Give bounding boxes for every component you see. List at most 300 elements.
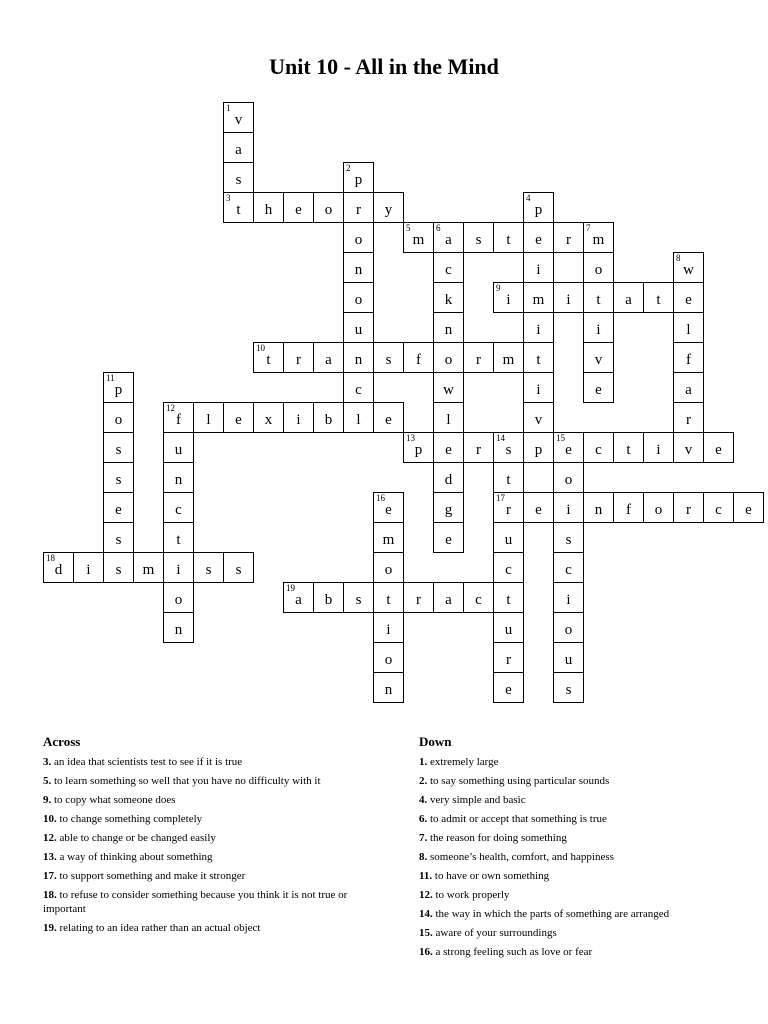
cell-letter: e bbox=[535, 502, 542, 518]
down-clue bbox=[419, 945, 739, 959]
cell-letter: p bbox=[414, 442, 423, 458]
crossword-cell[interactable] bbox=[493, 282, 524, 313]
clue-number: 9 bbox=[496, 283, 501, 293]
crossword-cell[interactable] bbox=[373, 192, 404, 223]
clue-text: to have or own something bbox=[434, 870, 550, 882]
crossword-cell[interactable] bbox=[493, 612, 524, 643]
cell-letter: i bbox=[596, 322, 601, 338]
crossword-cell[interactable] bbox=[433, 582, 464, 613]
cell-letter: n bbox=[384, 682, 393, 698]
cell-letter: r bbox=[476, 352, 481, 368]
cell-letter: t bbox=[266, 352, 271, 368]
crossword-cell[interactable] bbox=[493, 432, 524, 463]
crossword-cell[interactable] bbox=[553, 612, 584, 643]
cell-letter: o bbox=[174, 592, 183, 608]
crossword-cell[interactable] bbox=[103, 462, 134, 493]
down-clue bbox=[419, 869, 739, 883]
crossword-cell[interactable] bbox=[223, 552, 254, 583]
across-clue bbox=[43, 774, 363, 788]
clue-num: 12. bbox=[419, 889, 433, 901]
crossword-cell[interactable] bbox=[343, 342, 374, 373]
crossword-cell[interactable] bbox=[673, 342, 704, 373]
crossword-cell[interactable] bbox=[343, 282, 374, 313]
cell-letter: c bbox=[445, 262, 452, 278]
crossword-cell[interactable] bbox=[283, 342, 314, 373]
cell-letter: v bbox=[234, 112, 243, 128]
cell-letter: o bbox=[384, 562, 393, 578]
clue-num: 19. bbox=[43, 922, 57, 934]
cell-letter: o bbox=[354, 292, 363, 308]
crossword-cell[interactable] bbox=[673, 282, 704, 313]
cell-letter: t bbox=[236, 202, 241, 218]
cell-letter: n bbox=[354, 352, 363, 368]
cell-letter: o bbox=[564, 622, 573, 638]
crossword-cell[interactable] bbox=[223, 162, 254, 193]
clue-number: 15 bbox=[556, 433, 565, 443]
cell-letter: m bbox=[502, 352, 515, 368]
cell-letter: o bbox=[654, 502, 663, 518]
crossword-cell[interactable] bbox=[373, 522, 404, 553]
crossword-cell[interactable] bbox=[583, 282, 614, 313]
crossword-cell[interactable] bbox=[523, 402, 554, 433]
cell-letter: c bbox=[595, 442, 602, 458]
cell-letter: r bbox=[476, 442, 481, 458]
clue-number: 10 bbox=[256, 343, 265, 353]
crossword-cell[interactable] bbox=[163, 552, 194, 583]
crossword-cell[interactable] bbox=[433, 282, 464, 313]
cell-letter: e bbox=[295, 202, 302, 218]
crossword-cell[interactable] bbox=[553, 522, 584, 553]
cell-letter: c bbox=[505, 562, 512, 578]
crossword-cell[interactable] bbox=[193, 552, 224, 583]
crossword-cell[interactable] bbox=[343, 252, 374, 283]
crossword-cell[interactable] bbox=[553, 492, 584, 523]
crossword-cell[interactable] bbox=[553, 552, 584, 583]
crossword-cell[interactable] bbox=[373, 582, 404, 613]
cell-letter: h bbox=[264, 202, 273, 218]
crossword-cell[interactable] bbox=[253, 192, 284, 223]
crossword-cell[interactable] bbox=[493, 642, 524, 673]
crossword-cell[interactable] bbox=[373, 552, 404, 583]
crossword-cell[interactable] bbox=[433, 342, 464, 373]
down-clue bbox=[419, 831, 739, 845]
crossword-cell[interactable] bbox=[163, 522, 194, 553]
crossword-cell[interactable] bbox=[553, 282, 584, 313]
cell-letter: v bbox=[684, 442, 693, 458]
clue-num: 18. bbox=[43, 889, 57, 901]
cell-letter: c bbox=[565, 562, 572, 578]
crossword-cell[interactable] bbox=[283, 402, 314, 433]
crossword-cell[interactable] bbox=[373, 612, 404, 643]
crossword-cell[interactable] bbox=[673, 372, 704, 403]
clue-number: 16 bbox=[376, 493, 385, 503]
crossword-cell[interactable] bbox=[403, 342, 434, 373]
cell-letter: c bbox=[475, 592, 482, 608]
crossword-cell[interactable] bbox=[703, 432, 734, 463]
cell-letter: p bbox=[114, 382, 123, 398]
clue-text: very simple and basic bbox=[430, 794, 526, 806]
crossword-cell[interactable] bbox=[433, 372, 464, 403]
cell-letter: v bbox=[594, 352, 603, 368]
crossword-cell[interactable] bbox=[433, 462, 464, 493]
cell-letter: e bbox=[505, 682, 512, 698]
cell-letter: b bbox=[324, 412, 333, 428]
crossword-cell[interactable] bbox=[493, 492, 524, 523]
crossword-cell[interactable] bbox=[433, 492, 464, 523]
clue-num: 13. bbox=[43, 851, 57, 863]
cell-letter: i bbox=[656, 442, 661, 458]
cell-letter: i bbox=[296, 412, 301, 428]
cell-letter: t bbox=[596, 292, 601, 308]
clue-number: 17 bbox=[496, 493, 505, 503]
crossword-cell[interactable] bbox=[583, 222, 614, 253]
crossword-cell[interactable] bbox=[583, 372, 614, 403]
cell-letter: e bbox=[535, 232, 542, 248]
clue-text: able to change or be changed easily bbox=[59, 832, 216, 844]
cell-letter: p bbox=[534, 202, 543, 218]
clue-number: 14 bbox=[496, 433, 505, 443]
cell-letter: a bbox=[625, 292, 632, 308]
cell-letter: p bbox=[354, 172, 363, 188]
crossword-cell[interactable] bbox=[553, 432, 584, 463]
crossword-cell[interactable] bbox=[223, 192, 254, 223]
clue-number: 7 bbox=[586, 223, 591, 233]
crossword-cell[interactable] bbox=[433, 522, 464, 553]
crossword-cell[interactable] bbox=[553, 222, 584, 253]
clue-text: to refuse to consider something because you think it is not true or important bbox=[43, 889, 348, 915]
cell-letter: t bbox=[386, 592, 391, 608]
down-clue bbox=[419, 793, 739, 807]
crossword-cell[interactable] bbox=[403, 222, 434, 253]
clue-text: an idea that scientists test to see if it is true bbox=[54, 756, 243, 768]
clue-number: 2 bbox=[346, 163, 351, 173]
clue-num: 12. bbox=[43, 832, 57, 844]
crossword-cell[interactable] bbox=[373, 342, 404, 373]
cell-letter: u bbox=[564, 652, 573, 668]
crossword-cell[interactable] bbox=[613, 432, 644, 463]
cell-letter: s bbox=[235, 172, 242, 188]
cell-letter: o bbox=[384, 652, 393, 668]
crossword-cell[interactable] bbox=[103, 522, 134, 553]
crossword-cell[interactable] bbox=[643, 492, 674, 523]
crossword-cell[interactable] bbox=[643, 282, 674, 313]
crossword-cell[interactable] bbox=[523, 342, 554, 373]
crossword-cell[interactable] bbox=[343, 222, 374, 253]
crossword-cell[interactable] bbox=[583, 342, 614, 373]
cell-letter: i bbox=[536, 322, 541, 338]
cell-letter: f bbox=[176, 412, 181, 428]
down-heading: Down bbox=[419, 734, 452, 749]
cell-letter: s bbox=[115, 472, 122, 488]
down-clue-list bbox=[419, 755, 739, 959]
crossword-cell[interactable] bbox=[103, 402, 134, 433]
crossword-cell[interactable] bbox=[583, 252, 614, 283]
crossword-cell[interactable] bbox=[433, 312, 464, 343]
cell-letter: e bbox=[385, 502, 392, 518]
cell-letter: e bbox=[715, 442, 722, 458]
cell-letter: a bbox=[685, 382, 692, 398]
cell-letter: l bbox=[686, 322, 691, 338]
cell-letter: i bbox=[536, 382, 541, 398]
crossword-cell[interactable] bbox=[463, 432, 494, 463]
crossword-cell[interactable] bbox=[493, 222, 524, 253]
down-clue bbox=[419, 774, 739, 788]
cell-letter: n bbox=[174, 472, 183, 488]
page-title: Unit 10 - All in the Mind bbox=[269, 54, 499, 79]
crossword-cell[interactable] bbox=[493, 582, 524, 613]
crossword-cell[interactable] bbox=[523, 192, 554, 223]
clue-num: 5. bbox=[43, 775, 52, 787]
cell-letter: u bbox=[354, 322, 363, 338]
crossword-cell[interactable] bbox=[163, 462, 194, 493]
clue-text: the way in which the parts of something are arranged bbox=[435, 908, 670, 920]
clue-text: extremely large bbox=[430, 756, 499, 768]
clue-num: 7. bbox=[419, 832, 428, 844]
crossword-cell[interactable] bbox=[283, 582, 314, 613]
crossword-cell[interactable] bbox=[553, 642, 584, 673]
cell-letter: t bbox=[506, 232, 511, 248]
cell-letter: d bbox=[54, 562, 63, 578]
crossword-cell[interactable] bbox=[223, 102, 254, 133]
crossword-cell[interactable] bbox=[73, 552, 104, 583]
crossword-cell[interactable] bbox=[673, 312, 704, 343]
across-clue bbox=[43, 869, 363, 883]
cell-letter: l bbox=[206, 412, 211, 428]
cell-letter: i bbox=[86, 562, 91, 578]
crossword-cell[interactable] bbox=[313, 402, 344, 433]
crossword-cell[interactable] bbox=[283, 192, 314, 223]
down-clue bbox=[419, 755, 739, 769]
cell-letter: e bbox=[115, 502, 122, 518]
crossword-cell[interactable] bbox=[373, 492, 404, 523]
crossword-cell[interactable] bbox=[103, 552, 134, 583]
clue-num: 17. bbox=[43, 870, 57, 882]
cell-letter: s bbox=[115, 442, 122, 458]
cell-letter: t bbox=[626, 442, 631, 458]
crossword-cell[interactable] bbox=[493, 672, 524, 703]
crossword-cell[interactable] bbox=[343, 582, 374, 613]
clue-text: a strong feeling such as love or fear bbox=[435, 946, 593, 958]
crossword-cell[interactable] bbox=[733, 492, 764, 523]
cell-letter: i bbox=[566, 592, 571, 608]
down-clues bbox=[419, 735, 739, 964]
crossword-cell[interactable] bbox=[553, 462, 584, 493]
cell-letter: r bbox=[686, 502, 691, 518]
crossword-cell[interactable] bbox=[523, 432, 554, 463]
cell-letter: m bbox=[592, 232, 605, 248]
crossword-cell[interactable] bbox=[163, 402, 194, 433]
clue-num: 4. bbox=[419, 794, 428, 806]
crossword-cell[interactable] bbox=[703, 492, 734, 523]
cell-letter: t bbox=[176, 532, 181, 548]
across-clue bbox=[43, 888, 363, 916]
clue-number: 18 bbox=[46, 553, 55, 563]
crossword-cell[interactable] bbox=[433, 432, 464, 463]
cell-letter: u bbox=[504, 622, 513, 638]
clue-number: 3 bbox=[226, 193, 231, 203]
crossword-cell[interactable] bbox=[343, 192, 374, 223]
cell-letter: e bbox=[235, 412, 242, 428]
clue-number: 19 bbox=[286, 583, 295, 593]
crossword-cell[interactable] bbox=[43, 552, 74, 583]
clue-number: 4 bbox=[526, 193, 531, 203]
crossword-cell[interactable] bbox=[403, 582, 434, 613]
cell-letter: l bbox=[356, 412, 361, 428]
crossword-cell[interactable] bbox=[133, 552, 164, 583]
cell-letter: u bbox=[174, 442, 183, 458]
clue-text: to learn something so well that you have no difficulty with it bbox=[54, 775, 321, 787]
cell-letter: d bbox=[444, 472, 453, 488]
cell-letter: y bbox=[384, 202, 393, 218]
cell-letter: s bbox=[475, 232, 482, 248]
cell-letter: n bbox=[594, 502, 603, 518]
crossword-cell[interactable] bbox=[313, 342, 344, 373]
crossword-cell[interactable] bbox=[553, 582, 584, 613]
cell-letter: g bbox=[444, 502, 453, 518]
crossword-cell[interactable] bbox=[613, 492, 644, 523]
cell-letter: u bbox=[504, 532, 513, 548]
clue-number: 5 bbox=[406, 223, 411, 233]
clue-text: to change something completely bbox=[59, 813, 203, 825]
crossword-cell[interactable] bbox=[403, 432, 434, 463]
cell-letter: o bbox=[324, 202, 333, 218]
cell-letter: w bbox=[683, 262, 694, 278]
cell-letter: t bbox=[536, 352, 541, 368]
crossword-cell[interactable] bbox=[343, 312, 374, 343]
crossword-cell[interactable] bbox=[103, 492, 134, 523]
crossword-cell[interactable] bbox=[103, 372, 134, 403]
clue-num: 10. bbox=[43, 813, 57, 825]
crossword-cell[interactable] bbox=[523, 252, 554, 283]
crossword-cell[interactable] bbox=[163, 612, 194, 643]
crossword-cell[interactable] bbox=[673, 432, 704, 463]
crossword-cell[interactable] bbox=[493, 342, 524, 373]
cell-letter: s bbox=[115, 562, 122, 578]
cell-letter: v bbox=[534, 412, 543, 428]
cell-letter: e bbox=[565, 442, 572, 458]
cell-letter: f bbox=[626, 502, 631, 518]
crossword-cell[interactable] bbox=[163, 492, 194, 523]
clue-num: 1. bbox=[419, 756, 428, 768]
cell-letter: e bbox=[445, 532, 452, 548]
crossword-cell[interactable] bbox=[253, 342, 284, 373]
crossword-cell[interactable] bbox=[433, 252, 464, 283]
cell-letter: r bbox=[566, 232, 571, 248]
clue-num: 15. bbox=[419, 927, 433, 939]
cell-letter: p bbox=[534, 442, 543, 458]
crossword-cell[interactable] bbox=[163, 582, 194, 613]
crossword-cell[interactable] bbox=[673, 252, 704, 283]
clue-text: to work properly bbox=[435, 889, 510, 901]
cell-letter: i bbox=[386, 622, 391, 638]
clue-text: someone’s health, comfort, and happiness bbox=[430, 851, 614, 863]
cell-letter: a bbox=[445, 232, 452, 248]
crossword-cell[interactable] bbox=[583, 432, 614, 463]
cell-letter: f bbox=[416, 352, 421, 368]
crossword-cell[interactable] bbox=[373, 402, 404, 433]
crossword-cell[interactable] bbox=[343, 372, 374, 403]
cell-letter: i bbox=[536, 262, 541, 278]
cell-letter: i bbox=[566, 502, 571, 518]
crossword-cell[interactable] bbox=[193, 402, 224, 433]
cell-letter: c bbox=[355, 382, 362, 398]
cell-letter: r bbox=[296, 352, 301, 368]
crossword-cell[interactable] bbox=[643, 432, 674, 463]
crossword-cell[interactable] bbox=[493, 522, 524, 553]
crossword-cell[interactable] bbox=[223, 132, 254, 163]
cell-letter: e bbox=[745, 502, 752, 518]
crossword-cell[interactable] bbox=[673, 492, 704, 523]
crossword-cell[interactable] bbox=[373, 672, 404, 703]
clue-text: to say something using particular sounds bbox=[430, 775, 610, 787]
crossword-cell[interactable] bbox=[343, 402, 374, 433]
cell-letter: x bbox=[264, 412, 273, 428]
crossword-cell[interactable] bbox=[553, 672, 584, 703]
crossword-cell[interactable] bbox=[313, 192, 344, 223]
cell-letter: i bbox=[506, 292, 511, 308]
cell-letter: l bbox=[446, 412, 451, 428]
crossword-cell[interactable] bbox=[163, 432, 194, 463]
crossword-cell[interactable] bbox=[433, 402, 464, 433]
cell-letter: f bbox=[686, 352, 691, 368]
cell-letter: o bbox=[354, 232, 363, 248]
crossword-cell[interactable] bbox=[373, 642, 404, 673]
crossword-cell[interactable] bbox=[523, 312, 554, 343]
crossword-cell[interactable] bbox=[583, 312, 614, 343]
crossword-cell[interactable] bbox=[253, 402, 284, 433]
clue-num: 3. bbox=[43, 756, 52, 768]
crossword-cell[interactable] bbox=[313, 582, 344, 613]
crossword-cell[interactable] bbox=[463, 342, 494, 373]
cell-letter: s bbox=[115, 532, 122, 548]
crossword-cell[interactable] bbox=[523, 282, 554, 313]
cell-letter: o bbox=[564, 472, 573, 488]
cell-letter: e bbox=[385, 412, 392, 428]
cell-letter: c bbox=[715, 502, 722, 518]
crossword-cell[interactable] bbox=[343, 162, 374, 193]
crossword-cell[interactable] bbox=[613, 282, 644, 313]
across-clue bbox=[43, 831, 363, 845]
crossword-cell[interactable] bbox=[433, 222, 464, 253]
crossword-cell[interactable] bbox=[463, 222, 494, 253]
clue-text: to support something and make it stronger bbox=[59, 870, 246, 882]
crossword-cell[interactable] bbox=[673, 402, 704, 433]
down-clue bbox=[419, 907, 739, 921]
crossword-cell[interactable] bbox=[493, 462, 524, 493]
cell-letter: w bbox=[443, 382, 454, 398]
clue-number: 13 bbox=[406, 433, 415, 443]
across-clue-list bbox=[43, 755, 363, 935]
clue-num: 6. bbox=[419, 813, 428, 825]
crossword-cell[interactable] bbox=[523, 222, 554, 253]
crossword-cell[interactable] bbox=[523, 492, 554, 523]
crossword-cell[interactable] bbox=[463, 582, 494, 613]
clue-num: 9. bbox=[43, 794, 52, 806]
crossword-cell[interactable] bbox=[523, 372, 554, 403]
crossword-cell[interactable] bbox=[583, 492, 614, 523]
clue-number: 8 bbox=[676, 253, 681, 263]
crossword-cell[interactable] bbox=[223, 402, 254, 433]
crossword-cell[interactable] bbox=[103, 432, 134, 463]
cell-letter: r bbox=[506, 652, 511, 668]
cell-letter: r bbox=[356, 202, 361, 218]
cell-letter: t bbox=[506, 472, 511, 488]
cell-letter: o bbox=[444, 352, 453, 368]
cell-letter: r bbox=[506, 502, 511, 518]
cell-letter: s bbox=[565, 682, 572, 698]
cell-letter: e bbox=[445, 442, 452, 458]
crossword-cell[interactable] bbox=[493, 552, 524, 583]
